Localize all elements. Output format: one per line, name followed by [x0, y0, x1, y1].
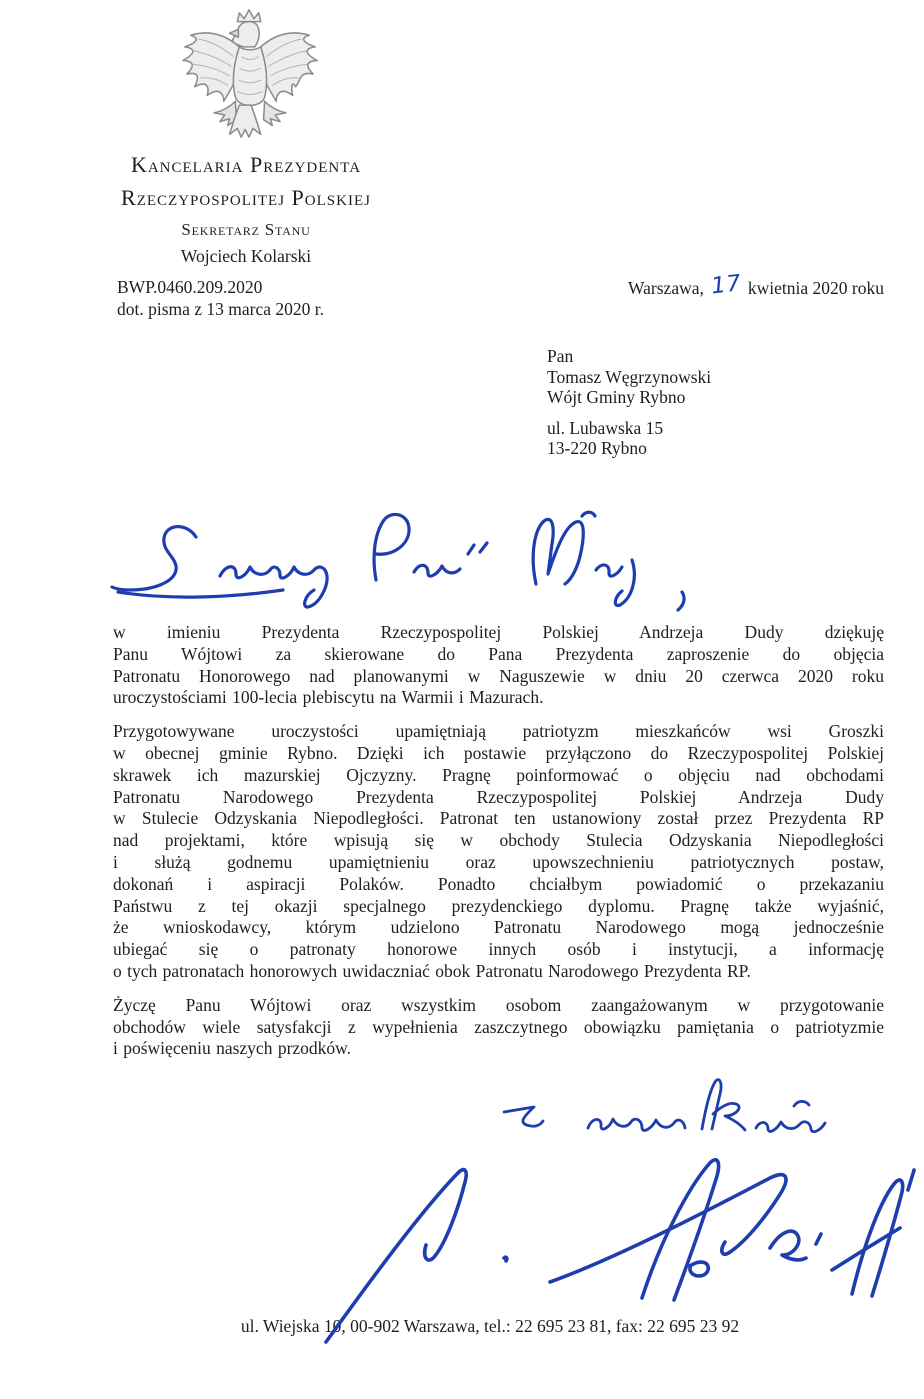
- polish-eagle-emblem-icon: [176, 8, 324, 144]
- letterhead: [88, 148, 404, 269]
- body-line: w obecnej gminie Rybno. Dzięki ich postawie przyłączono do Rzeczypospolitej Polskiej: [113, 742, 884, 763]
- body-paragraph: [113, 995, 884, 1060]
- body-line: w imieniu Prezydenta Rzeczypospolitej Polskiej Andrzeja Dudy dziękuję: [113, 622, 884, 642]
- org-name-line1: Kancelaria Prezydenta: [130, 152, 362, 177]
- handwritten-closing: [482, 1076, 862, 1151]
- sender-name: Wojciech Kolarski: [180, 246, 312, 266]
- dateline-rest: kwietnia 2020 roku: [747, 278, 884, 298]
- body-line: o tych patronatach honorowych uwidaczniać obok Patronatu Narodowego Prezydenta RP.: [113, 960, 751, 981]
- handwritten-day: 17: [709, 270, 742, 300]
- body-line: i poświęceniu naszych przodków.: [113, 1038, 352, 1059]
- body-line: skrawek ich mazurskiej Ojczyzny. Pragnę poinformować o objęciu nad obchodami: [113, 764, 884, 785]
- recipient-honorific: Pan: [547, 346, 574, 366]
- body-line: i służą godnemu upamiętnieniu oraz upowszechnieniu patriotycznych postaw,: [113, 851, 884, 872]
- body-line: dokonań i aspiracji Polaków. Ponadto chciałbym powiadomić o przekazaniu: [113, 873, 884, 894]
- reference-block: [117, 276, 324, 320]
- handwritten-greeting: [108, 512, 703, 617]
- sender-rank: Sekretarz Stanu: [181, 220, 311, 239]
- body-line: uroczystościami 100-lecia plebiscytu na Warmii i Mazurach.: [113, 687, 544, 708]
- reference-number: BWP.0460.209.2020: [117, 277, 263, 297]
- recipient-name: Tomasz Węgrzynowski: [547, 366, 712, 387]
- body-line: Przygotowywane uroczystości upamiętniają patriotyzm mieszkańców wsi Groszki: [113, 721, 884, 742]
- body-line: obchodów wiele satysfakcji z wypełnienia zaszczytnego obowiązku pamiętania o patriotyzmie: [113, 1016, 884, 1037]
- body-line: nad projektami, które wpisują się w obchody Stulecia Odzyskania Niepodległości: [113, 830, 884, 851]
- body-line: ubiegać się o patronaty honorowe innych osób i instytucji, a informację: [113, 939, 884, 960]
- body-line: Panu Wójtowi za skierowane do Pana Prezydenta zaproszenie do objęcia: [113, 643, 884, 664]
- recipient-city: 13-220 Rybno: [547, 438, 647, 458]
- body-paragraph: [113, 622, 884, 709]
- dateline: [628, 270, 884, 300]
- body-line: Patronatu Narodowego Prezydenta Rzeczypospolitej Polskiej Andrzeja Dudy: [113, 786, 884, 807]
- recipient-block: [547, 346, 711, 459]
- body-line: w Stulecie Odzyskania Niepodległości. Patronat ten ustanowiony został przez Prezydenta RP: [113, 808, 884, 829]
- footer-address: ul. Wiejska 10, 00-902 Warszawa, tel.: 22 695 23 81, fax: 22 695 23 92: [240, 1316, 740, 1336]
- handwritten-signature: [292, 1146, 920, 1346]
- body-line: że wnioskodawcy, którym udzielono Patronatu Narodowego mogą jednocześnie: [113, 917, 884, 938]
- recipient-title: Wójt Gminy Rybno: [547, 387, 686, 407]
- letter-body: [113, 622, 884, 1072]
- body-line: Państwu z tej okazji specjalnego prezydenckiego dyplomu. Pragnę także wyjaśnić,: [113, 895, 884, 916]
- recipient-street: ul. Lubawska 15: [547, 417, 664, 438]
- body-line: Patronatu Honorowego nad planowanymi w Naguszewie w dniu 20 czerwca 2020 roku: [113, 665, 884, 686]
- reference-regarding: dot. pisma z 13 marca 2020 r.: [117, 299, 325, 319]
- body-line: Życzę Panu Wójtowi oraz wszystkim osobom zaangażowanym w przygotowanie: [113, 994, 884, 1015]
- dateline-city: Warszawa,: [628, 278, 704, 298]
- org-name-line2: Rzeczypospolitej Polskiej: [121, 185, 371, 210]
- body-paragraph: [113, 721, 884, 983]
